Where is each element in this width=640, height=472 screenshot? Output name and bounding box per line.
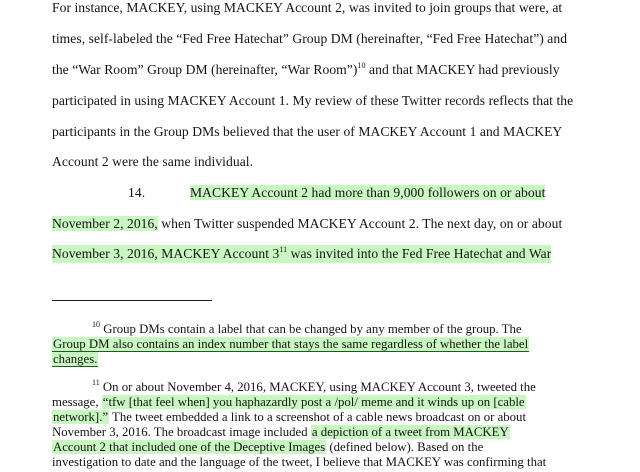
body-line: participated in using MACKEY Account 1. My review of these Twitter records reflects that the xyxy=(52,93,574,108)
footnote-11-line: investigation to date and the language of the tweet, I believe that MACKEY was confirming that xyxy=(52,455,547,469)
footnote-separator xyxy=(52,300,212,301)
footnote-number: 10 xyxy=(92,320,100,329)
highlighted-text: changes. xyxy=(53,352,98,366)
footnote-text: On or about November 4, 2016, MACKEY, using MACKEY Account 3, tweeted the xyxy=(99,380,536,394)
highlighted-text: Account 2 that included one of the Deceptive Images xyxy=(53,440,326,454)
footnote-11-line xyxy=(52,425,510,440)
footnote-11-line xyxy=(92,380,536,395)
body-line: participants in the Group DMs believed that the user of MACKEY Account 1 and MACKEY xyxy=(52,124,563,139)
highlighted-text: MACKEY Account 2 had more than 9,000 followers on or about xyxy=(190,185,546,200)
body-line xyxy=(52,61,560,79)
highlighted-text: November 2, 2016, xyxy=(52,216,158,231)
highlighted-text: a depiction of a tweet from MACKEY xyxy=(311,425,509,439)
highlighted-text: network].” xyxy=(53,410,109,424)
highlighted-text: Group DM also contains an index number that stays the same regardless of whether the label xyxy=(53,337,529,351)
footnote-11-line xyxy=(52,410,526,425)
footnote-10-line xyxy=(52,352,98,367)
body-line: times, self-labeled the “Fed Free Hatechat” Group DM (hereinafter, “Fed Free Hatechat”) and xyxy=(52,31,568,46)
body-line xyxy=(52,215,562,233)
footnote-ref-10[interactable]: 10 xyxy=(357,61,366,70)
body-text: when Twitter suspended MACKEY Account 2. The next day, on or about xyxy=(157,216,563,231)
footnote-text: message, xyxy=(52,395,102,409)
footnote-text: The tweet embedded a link to a screenshot of a cable news broadcast on or about xyxy=(109,410,527,424)
footnote-ref-11[interactable]: 11 xyxy=(279,245,288,254)
footnote-text: (defined below). Based on the xyxy=(326,440,484,454)
body-text: the “War Room” Group DM (hereinafter, “War Room”) xyxy=(52,62,358,77)
body-line: Account 2 were the same individual. xyxy=(52,154,254,169)
footnote-number: 11 xyxy=(92,378,100,387)
footnote-10-line xyxy=(92,322,522,337)
body-text: and that MACKEY had previously xyxy=(365,62,560,77)
footnote-11-line xyxy=(52,440,483,455)
highlighted-text: “tfw [that feel when] you haphazardly post a /pol/ meme and it winds up on [cable xyxy=(102,395,525,409)
paragraph-number: 14. xyxy=(128,185,146,200)
body-text: November 3, 2016, MACKEY Account 3 xyxy=(52,246,280,261)
footnote-11-line xyxy=(52,395,526,410)
footnote-text: Group DMs contain a label that can be changed by any member of the group. The xyxy=(100,322,522,336)
body-text: was invited into the Fed Free Hatechat and War xyxy=(287,246,552,261)
paragraph-14-line xyxy=(128,184,545,202)
body-line: For instance, MACKEY, using MACKEY Account 2, was invited to join groups that were, at xyxy=(52,0,563,15)
highlighted-line xyxy=(52,245,551,263)
footnote-10-line xyxy=(52,337,529,352)
footnote-text: November 3, 2016. The broadcast image included xyxy=(52,425,311,439)
